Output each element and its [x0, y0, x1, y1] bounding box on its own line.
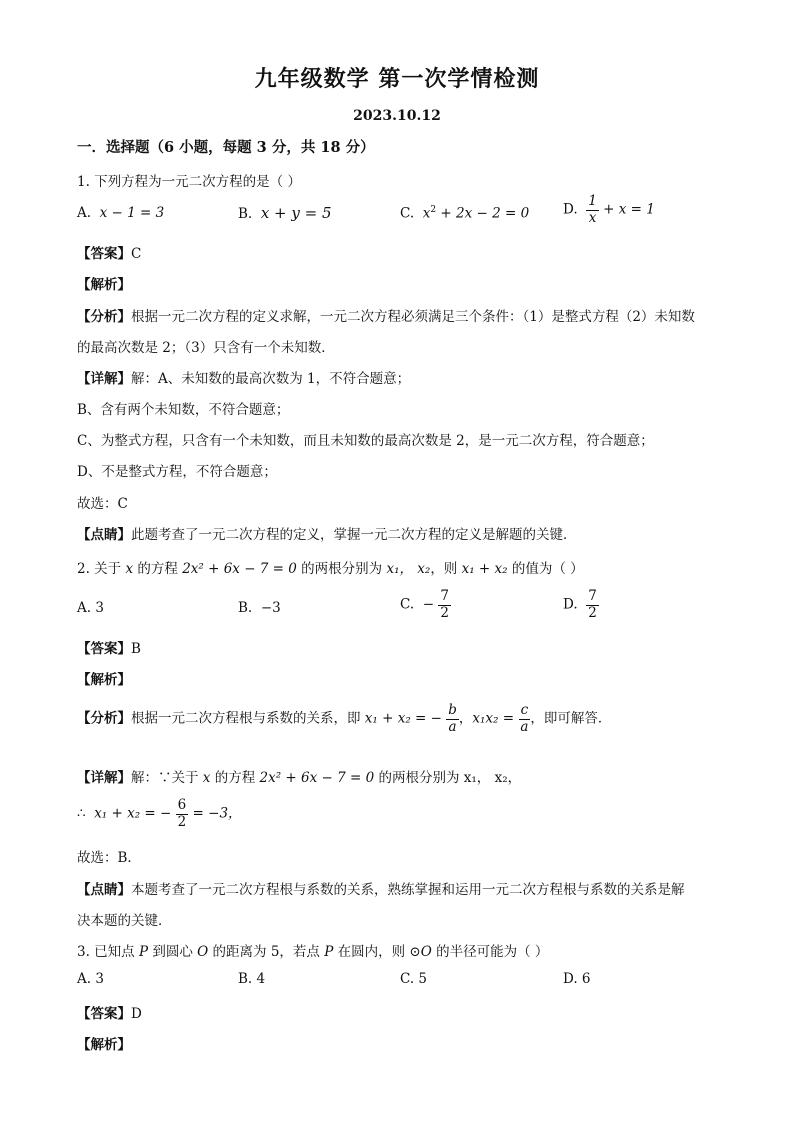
- q2-option-d-fraction: [586, 589, 599, 621]
- q2-stem-x: x: [125, 561, 134, 577]
- q2-analysis-post: ，即可解答．: [530, 710, 612, 727]
- q3-analysis-heading: 【解析】: [77, 1037, 131, 1053]
- q2-calc-fraction: [176, 798, 189, 830]
- q1-detail-line3: C、为整式方程，只含有一个未知数，而且未知数的最高次数是 2，是一元二次方程，符合题意；: [77, 433, 654, 449]
- q2-detail-equation: 2x² + 6x − 7 = 0: [259, 770, 375, 786]
- q3-answer-value: D: [131, 1006, 142, 1022]
- section-heading: 一．选择题（6 小题，每题 3 分，共 18 分）: [77, 139, 375, 156]
- q2-choice: 故选：B．: [77, 850, 141, 866]
- q2-stem-sum: x₁ + x₂: [461, 561, 508, 577]
- q1-option-b-math: x + y = 5: [260, 204, 332, 222]
- q1-option-c-exp: 2: [430, 205, 437, 215]
- q1-comment-text: 此题考查了一元二次方程的定义，掌握一元二次方程的定义是解题的关键．: [131, 527, 577, 543]
- q1-option-c-rest: + 2x − 2 = 0: [436, 205, 530, 222]
- q1-detail-line4: D、不是整式方程，不符合题意；: [77, 464, 277, 480]
- q2-comment-line2: 决本题的关键．: [77, 913, 172, 929]
- q2-detail-x: x: [202, 770, 211, 786]
- q2-stem-mid2: 的两根分别为: [296, 561, 387, 577]
- q1-answer: [77, 242, 141, 262]
- q2-stem-mid3: ，则: [430, 561, 462, 577]
- q2-detail-mid: 的方程: [210, 770, 260, 786]
- q1-option-b: [238, 204, 332, 222]
- q1-analysis-heading: 【解析】: [77, 277, 131, 293]
- q2-detail-post: 的两根分别为 x₁， x₂，: [374, 770, 522, 786]
- q2-option-c-sign: −: [422, 596, 435, 613]
- q3-option-a: A. 3: [77, 971, 104, 987]
- q2-stem-mid1: 的方程: [133, 561, 183, 577]
- q2-analysis-a1: a: [448, 718, 457, 735]
- q3-answer-tag: 【答案】: [77, 1006, 131, 1022]
- q1-answer-value: C: [131, 246, 142, 262]
- q2-stem-equation: 2x² + 6x − 7 = 0: [182, 561, 297, 577]
- q2-option-d-numerator: 7: [588, 588, 597, 604]
- q1-answer-tag: 【答案】: [77, 246, 131, 262]
- q2-calc-numerator: 6: [177, 797, 187, 813]
- q2-calculation: [77, 798, 242, 830]
- q1-option-b-label: B.: [238, 206, 253, 222]
- q2-option-b-value: −3: [260, 600, 281, 616]
- q3-option-b: B. 4: [238, 971, 266, 987]
- q2-comment-tag: 【点睛】: [77, 882, 131, 898]
- q1-detail-line2: B、含有两个未知数，不符合题意；: [77, 402, 290, 418]
- q2-answer-value: B: [131, 641, 141, 657]
- q2-analysis-heading: 【解析】: [77, 672, 131, 688]
- q2-answer: [77, 637, 141, 657]
- q1-option-a-label: A.: [77, 205, 92, 221]
- q2-analysis-mid: ，: [458, 710, 473, 727]
- q2-comment-line1: [77, 878, 685, 898]
- q1-choice: 故选：C: [77, 496, 128, 512]
- q2-calc-pre: x₁ + x₂ = −: [94, 805, 172, 822]
- q2-analysis-c: c: [520, 702, 529, 718]
- q3-stem-pre: 3. 已知点: [77, 944, 139, 960]
- q1-option-d-denominator: x: [588, 209, 597, 226]
- q3-stem-mid1: 到圆心: [148, 944, 198, 960]
- q2-analysis: [77, 703, 611, 735]
- q1-option-c-base: x: [422, 205, 431, 222]
- q1-option-c-label: C.: [400, 205, 415, 222]
- exam-date: 2023.10.12: [353, 108, 441, 124]
- q1-option-d: [563, 194, 655, 226]
- q2-analysis-product: x₁x₂ =: [472, 710, 515, 727]
- q3-stem: [77, 940, 548, 960]
- q2-answer-tag: 【答案】: [77, 641, 131, 657]
- q2-option-c-denominator: 2: [440, 604, 449, 621]
- q2-option-d: [563, 589, 599, 621]
- page-title: 九年级数学 第一次学情检测: [254, 66, 540, 92]
- q3-answer: [77, 1002, 142, 1022]
- q3-option-c: C. 5: [400, 971, 428, 987]
- q2-analysis-a2: a: [520, 718, 529, 735]
- q1-stem: 1. 下列方程为一元二次方程的是（ ）: [77, 174, 301, 190]
- q1-analysis-line2: 的最高次数是 2；（3）只含有一个未知数．: [77, 340, 335, 356]
- q1-comment: [77, 523, 577, 543]
- q3-stem-mid2: 的距离为 5，若点: [208, 944, 325, 960]
- q2-analysis-fraction-ba: [446, 703, 459, 735]
- q3-stem-o: O: [197, 944, 209, 960]
- q1-option-d-label: D.: [563, 201, 578, 218]
- q2-analysis-pre: 根据一元二次方程根与系数的关系，即: [131, 710, 365, 727]
- q2-option-d-label: D.: [563, 596, 578, 613]
- q1-analysis-line1: [77, 305, 695, 325]
- q1-option-d-rest: + x = 1: [603, 201, 655, 218]
- q1-detail-text1: 解：A、未知数的最高次数为 1，不符合题意；: [131, 371, 411, 387]
- q2-detail: [77, 766, 521, 786]
- q1-option-a: [77, 205, 164, 221]
- q2-stem-post: 的值为（ ）: [507, 561, 584, 577]
- q2-stem-pre: 2. 关于: [77, 561, 126, 577]
- q2-option-a: [77, 600, 104, 616]
- q2-option-b-label: B.: [238, 600, 253, 616]
- q3-stem-p: P: [138, 944, 149, 960]
- q2-option-c-numerator: 7: [440, 588, 449, 604]
- q2-option-b: [238, 600, 281, 616]
- q1-option-c: [400, 205, 529, 222]
- q1-comment-tag: 【点睛】: [77, 527, 131, 543]
- q2-detail-tag: 【详解】: [77, 770, 131, 786]
- q2-option-c-label: C.: [400, 596, 415, 613]
- q2-comment-text1: 本题考查了一元二次方程根与系数的关系，熟练掌握和运用一元二次方程根与系数的关系是解: [131, 882, 685, 898]
- q1-detail-tag: 【详解】: [77, 371, 131, 387]
- q3-stem-post: 的半径可能为（ ）: [431, 944, 549, 960]
- q2-calc-denominator: 2: [177, 813, 187, 830]
- therefore-symbol: ∴: [77, 805, 86, 822]
- q2-detail-pre: 解：∵关于: [131, 770, 203, 786]
- q3-option-d: D. 6: [563, 971, 591, 987]
- q2-option-c-fraction: [438, 589, 451, 621]
- q2-analysis-tag: 【分析】: [77, 710, 131, 727]
- q2-calc-post: = −3，: [192, 805, 242, 822]
- q2-option-a-label: A.: [77, 600, 92, 616]
- q1-option-d-numerator: 1: [588, 193, 597, 209]
- q2-option-d-denominator: 2: [588, 604, 597, 621]
- q1-detail-line1: [77, 367, 410, 387]
- q3-stem-o2: O: [420, 944, 432, 960]
- q2-stem: [77, 557, 584, 577]
- q3-stem-mid3: 在圆内，则 ⊙: [333, 944, 421, 960]
- q1-analysis-tag: 【分析】: [77, 309, 131, 325]
- q1-option-a-math: x − 1 = 3: [99, 205, 165, 221]
- q2-analysis-fraction-ca: [518, 703, 530, 735]
- q2-analysis-b: b: [448, 702, 457, 718]
- q3-stem-p2: P: [324, 944, 334, 960]
- q1-analysis-text1: 根据一元二次方程的定义求解，一元二次方程必须满足三个条件：（1）是整式方程（2）未知数: [131, 309, 695, 325]
- q2-analysis-sum: x₁ + x₂ = −: [364, 710, 442, 727]
- q2-option-a-value: 3: [95, 600, 104, 616]
- q1-option-d-fraction: [586, 194, 599, 226]
- q2-option-c: [400, 589, 451, 621]
- q2-stem-roots: x₁， x₂: [386, 561, 431, 577]
